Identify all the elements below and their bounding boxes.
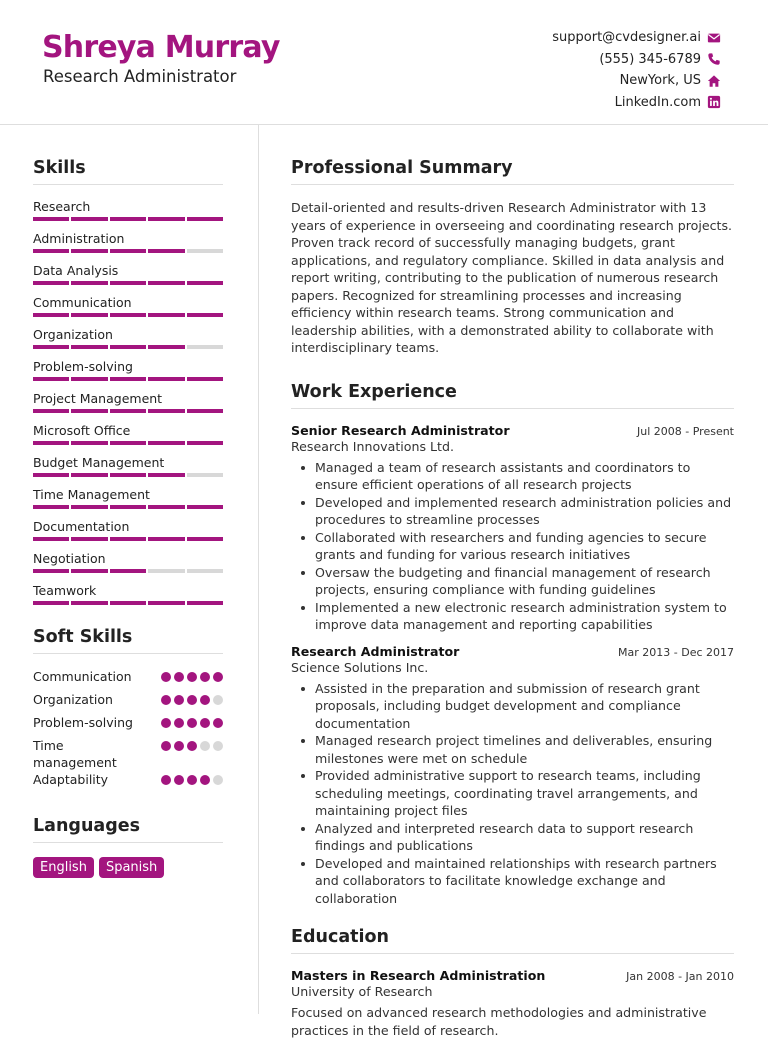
left-column	[33, 158, 223, 878]
skill-level-segment	[148, 473, 184, 477]
skill-item	[33, 455, 223, 487]
job-title: Research Administrator	[291, 643, 460, 659]
soft-skill-name: Communication	[33, 669, 132, 684]
linkedin-icon	[707, 95, 721, 109]
soft-skill-rating	[161, 771, 223, 785]
contact-email-text[interactable]: support@cvdesigner.ai	[552, 30, 701, 46]
skill-level-segment	[71, 281, 107, 285]
languages-heading: Languages	[33, 816, 223, 843]
soft-skill-rating	[161, 691, 223, 705]
skill-level-segment	[187, 537, 223, 541]
soft-skill-name: Problem-solving	[33, 715, 133, 730]
skill-level-segment	[110, 601, 146, 605]
skill-name: Documentation	[33, 519, 130, 534]
rating-dot	[161, 695, 171, 705]
job-bullet: Provided administrative support to research teams, including scheduling meetings, coordinating travel arrangements, and maintaining project files	[299, 767, 734, 820]
header-divider	[0, 124, 768, 125]
right-column	[291, 158, 734, 1039]
skill-level-segment	[187, 601, 223, 605]
job-bullets	[291, 680, 734, 908]
experience-heading: Work Experience	[291, 382, 734, 409]
skill-level-segment	[110, 409, 146, 413]
soft-skill-rating	[161, 668, 223, 682]
skill-item	[33, 295, 223, 327]
skill-level-segment	[71, 505, 107, 509]
skill-level-segment	[71, 569, 107, 573]
soft-skill-rating	[161, 714, 223, 728]
education-description: Focused on advanced research methodologies and administrative practices in the field of research.	[291, 1005, 707, 1038]
rating-dot	[213, 672, 223, 682]
skill-name: Time Management	[33, 487, 150, 502]
skill-level-bar	[33, 377, 223, 381]
skill-level-segment	[33, 569, 69, 573]
skill-level-segment	[33, 313, 69, 317]
skill-level-bar	[33, 217, 223, 221]
skill-level-segment	[33, 441, 69, 445]
skill-item	[33, 583, 223, 615]
skill-level-segment	[110, 345, 146, 349]
job-entry	[291, 644, 734, 908]
rating-dot	[187, 672, 197, 682]
skill-level-segment	[71, 601, 107, 605]
skill-level-segment	[33, 601, 69, 605]
skill-level-segment	[148, 409, 184, 413]
job-entry	[291, 423, 734, 634]
job-bullet: Implemented a new electronic research administration system to improve data management and reporting capabilities	[299, 599, 734, 634]
job-bullet: Developed and implemented research administration policies and procedures to streamline processes	[299, 494, 734, 529]
home-icon	[707, 74, 721, 88]
contact-phone-text[interactable]: (555) 345-6789	[599, 51, 701, 67]
education-degree: Masters in Research Administration	[291, 968, 546, 983]
skill-item	[33, 487, 223, 519]
job-title: Senior Research Administrator	[291, 422, 510, 438]
skill-level-segment	[187, 441, 223, 445]
skill-name: Negotiation	[33, 551, 106, 566]
education-header	[291, 968, 734, 983]
skill-level-segment	[148, 569, 184, 573]
rating-dot	[200, 695, 210, 705]
skill-level-segment	[187, 569, 223, 573]
skill-level-bar	[33, 345, 223, 349]
skill-level-bar	[33, 313, 223, 317]
education-heading: Education	[291, 927, 734, 954]
skill-name: Administration	[33, 231, 125, 246]
skill-level-segment	[187, 505, 223, 509]
skill-level-segment	[148, 601, 184, 605]
job-bullet: Assisted in the preparation and submission of research grant proposals, including budget development and compliance documentation	[299, 680, 734, 733]
phone-icon	[707, 52, 721, 66]
skill-level-segment	[148, 313, 184, 317]
skill-level-segment	[71, 217, 107, 221]
skill-level-segment	[71, 473, 107, 477]
job-company: Research Innovations Ltd.	[291, 438, 454, 454]
summary-text: Detail-oriented and results-driven Research Administrator with 13 years of experience in overseeing and coordinating research projects. Proven track record of successfully managing budgets, grant applications, and regulatory compliance. Skilled in data analysis and report writing, contributing to the publication of numerous research papers. Recognized for streamlining processes and increasing efficiency within research teams. Strong communication and leadership abilities, with a demonstrated ability to collaborate with interdisciplinary teams.	[291, 200, 733, 355]
rating-dot	[161, 672, 171, 682]
skill-level-segment	[71, 377, 107, 381]
skill-level-segment	[110, 505, 146, 509]
skill-level-segment	[110, 569, 146, 573]
skill-name: Communication	[33, 295, 132, 310]
contact-linkedin[interactable]	[552, 92, 721, 114]
rating-dot	[187, 741, 197, 751]
rating-dot	[187, 695, 197, 705]
skill-item	[33, 231, 223, 263]
skill-level-segment	[33, 217, 69, 221]
skill-item	[33, 551, 223, 583]
job-header	[291, 423, 734, 438]
education-list	[291, 968, 734, 1039]
soft-skill-item	[33, 737, 223, 771]
skill-level-segment	[71, 249, 107, 253]
job-bullet: Managed research project timelines and deliverables, ensuring milestones were met on schedule	[299, 732, 734, 767]
skill-level-segment	[110, 537, 146, 541]
soft-skill-name: Adaptability	[33, 772, 109, 787]
skill-level-bar	[33, 569, 223, 573]
rating-dot	[213, 741, 223, 751]
skill-name: Project Management	[33, 391, 163, 406]
rating-dot	[187, 718, 197, 728]
skill-level-segment	[110, 441, 146, 445]
skill-level-bar	[33, 537, 223, 541]
skill-level-segment	[33, 505, 69, 509]
job-bullet: Developed and maintained relationships with research partners and collaborators to facilitate knowledge exchange and collaboration	[299, 855, 734, 908]
skill-level-bar	[33, 249, 223, 253]
skill-name: Organization	[33, 327, 113, 342]
skill-level-segment	[71, 345, 107, 349]
skill-level-segment	[71, 441, 107, 445]
skill-level-segment	[148, 345, 184, 349]
skills-heading: Skills	[33, 158, 223, 185]
rating-dot	[200, 672, 210, 682]
envelope-icon	[707, 31, 721, 45]
education-school: University of Research	[291, 984, 433, 999]
rating-dot	[174, 672, 184, 682]
skill-level-segment	[148, 505, 184, 509]
skill-level-segment	[110, 281, 146, 285]
rating-dot	[187, 775, 197, 785]
rating-dot	[200, 775, 210, 785]
job-bullet: Managed a team of research assistants and coordinators to ensure efficient operations of all research projects	[299, 459, 734, 494]
skill-name: Problem-solving	[33, 359, 133, 374]
skill-name: Teamwork	[33, 583, 97, 598]
skill-level-segment	[187, 377, 223, 381]
skill-level-bar	[33, 473, 223, 477]
rating-dot	[174, 775, 184, 785]
job-company: Science Solutions Inc.	[291, 659, 429, 675]
skills-list	[33, 199, 223, 615]
language-badge: English	[33, 857, 94, 878]
skill-level-bar	[33, 441, 223, 445]
soft-skill-item	[33, 771, 223, 794]
job-dates: Mar 2013 - Dec 2017	[618, 645, 734, 659]
job-bullets	[291, 459, 734, 634]
rating-dot	[174, 741, 184, 751]
skill-level-segment	[148, 537, 184, 541]
experience-list	[291, 423, 734, 908]
candidate-title: Research Administrator	[43, 67, 237, 86]
skill-item	[33, 519, 223, 551]
rating-dot	[213, 718, 223, 728]
contact-list	[552, 27, 721, 113]
skill-level-segment	[187, 409, 223, 413]
contact-location	[552, 70, 721, 92]
skill-level-segment	[148, 377, 184, 381]
rating-dot	[213, 695, 223, 705]
skill-level-segment	[187, 345, 223, 349]
skill-level-segment	[148, 441, 184, 445]
skill-level-segment	[110, 313, 146, 317]
job-header	[291, 644, 734, 659]
skill-level-segment	[148, 249, 184, 253]
column-divider	[258, 125, 259, 1014]
skill-level-segment	[33, 473, 69, 477]
skill-item	[33, 359, 223, 391]
skill-name: Research	[33, 199, 91, 214]
skill-item	[33, 327, 223, 359]
skill-level-segment	[33, 537, 69, 541]
skill-level-bar	[33, 409, 223, 413]
rating-dot	[161, 718, 171, 728]
rating-dot	[161, 741, 171, 751]
rating-dot	[161, 775, 171, 785]
soft-skill-item	[33, 714, 223, 737]
contact-phone[interactable]	[552, 49, 721, 71]
skill-level-segment	[71, 537, 107, 541]
skill-level-segment	[187, 249, 223, 253]
skill-item	[33, 423, 223, 455]
skill-level-segment	[33, 409, 69, 413]
skill-level-segment	[110, 377, 146, 381]
skill-level-segment	[187, 217, 223, 221]
education-dates: Jan 2008 - Jan 2010	[626, 970, 734, 983]
job-bullet: Oversaw the budgeting and financial management of research projects, ensuring compliance with funding guidelines	[299, 564, 734, 599]
summary-heading: Professional Summary	[291, 158, 734, 185]
skill-level-segment	[71, 313, 107, 317]
skill-level-segment	[33, 281, 69, 285]
skill-level-segment	[110, 473, 146, 477]
skill-item	[33, 391, 223, 423]
skill-level-bar	[33, 601, 223, 605]
soft-skill-rating	[161, 737, 223, 751]
skill-level-segment	[33, 377, 69, 381]
soft-skills-heading: Soft Skills	[33, 627, 223, 654]
rating-dot	[174, 695, 184, 705]
skill-level-segment	[148, 281, 184, 285]
rating-dot	[200, 741, 210, 751]
language-badge: Spanish	[99, 857, 164, 878]
skill-level-bar	[33, 505, 223, 509]
skill-level-segment	[110, 249, 146, 253]
rating-dot	[174, 718, 184, 728]
skill-level-bar	[33, 281, 223, 285]
skill-level-segment	[187, 313, 223, 317]
soft-skill-item	[33, 691, 223, 714]
skill-level-segment	[187, 473, 223, 477]
education-entry	[291, 968, 734, 1039]
soft-skill-name: Organization	[33, 692, 113, 707]
rating-dot	[213, 775, 223, 785]
contact-email[interactable]	[552, 27, 721, 49]
soft-skill-item	[33, 668, 223, 691]
skill-level-segment	[110, 217, 146, 221]
skill-item	[33, 263, 223, 295]
contact-location-text: NewYork, US	[619, 73, 701, 89]
skill-name: Microsoft Office	[33, 423, 131, 438]
rating-dot	[200, 718, 210, 728]
job-dates: Jul 2008 - Present	[637, 424, 734, 438]
contact-linkedin-text[interactable]: LinkedIn.com	[614, 94, 701, 110]
languages-list	[33, 857, 223, 878]
soft-skills-list	[33, 668, 223, 794]
skill-name: Budget Management	[33, 455, 165, 470]
skill-name: Data Analysis	[33, 263, 119, 278]
skill-level-segment	[71, 409, 107, 413]
candidate-name: Shreya Murray	[42, 30, 280, 65]
skill-level-segment	[33, 345, 69, 349]
soft-skill-name: Time management	[33, 738, 117, 770]
resume-header	[0, 0, 768, 124]
job-bullet: Analyzed and interpreted research data to support research findings and publications	[299, 820, 734, 855]
skill-item	[33, 199, 223, 231]
job-bullet: Collaborated with researchers and funding agencies to secure grants and funding for various research initiatives	[299, 529, 734, 564]
skill-level-segment	[33, 249, 69, 253]
skill-level-segment	[187, 281, 223, 285]
skill-level-segment	[148, 217, 184, 221]
